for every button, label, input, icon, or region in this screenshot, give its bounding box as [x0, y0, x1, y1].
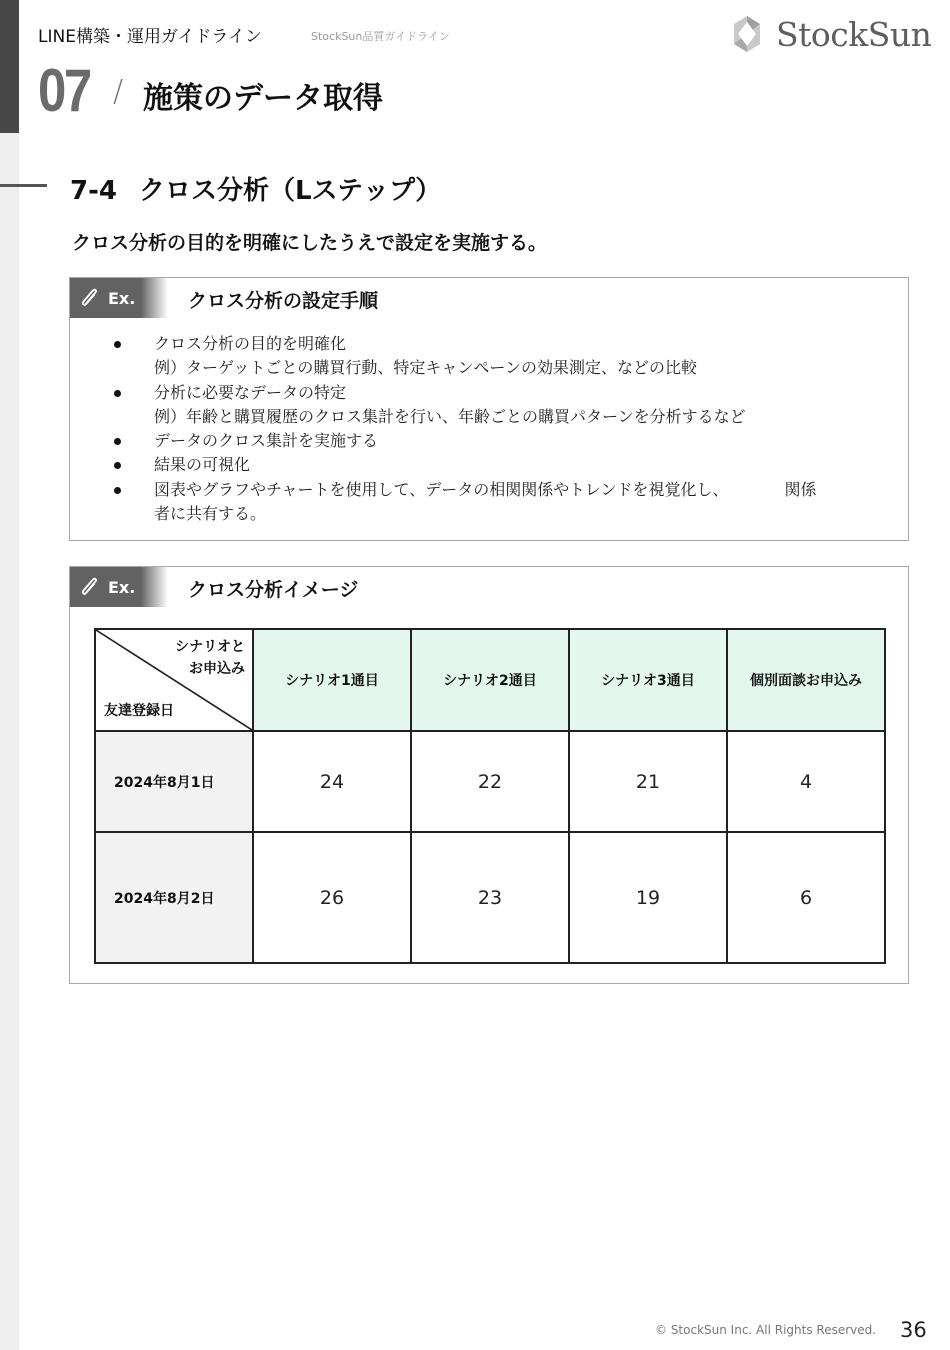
list-item-text: 結果の可視化: [154, 455, 251, 475]
paperclip-icon: [80, 288, 100, 308]
logo-text: StockSun: [776, 14, 932, 54]
guide-subtitle: StockSun品質ガイドライン: [311, 30, 450, 43]
example-tag-label: Ex.: [108, 577, 136, 597]
list-item-text-continued: 者に共有する。: [154, 504, 267, 524]
example-box-setup-steps: [69, 277, 909, 541]
list-item: [110, 381, 817, 430]
list-item-example: 例）年齢と購買履歴のクロス集計を行い、年齢ごとの購買パターンを分析するなど: [154, 406, 746, 426]
table-cell: 19: [569, 832, 727, 963]
list-item-example: 例）ターゲットごとの購買行動、特定キャンペーンの効果測定、などの比較: [154, 358, 698, 378]
section-number: 7-4: [70, 176, 117, 206]
list-item-text-line: [154, 478, 817, 502]
table-cell: 26: [253, 832, 411, 963]
hexagon-diamond-logo-icon: [732, 14, 762, 54]
row-header: 2024年8月1日: [95, 731, 253, 832]
table-corner-cell: [95, 629, 253, 731]
list-item-text: データのクロス集計を実施する: [154, 431, 379, 451]
table-header-row: [95, 629, 885, 731]
table-cell: 21: [569, 731, 727, 832]
corner-row-axis-label: 友達登録日: [104, 703, 174, 719]
list-item: [110, 429, 817, 453]
left-rail-accent: [0, 0, 19, 133]
section-heading: [70, 170, 441, 207]
bullet: [114, 438, 121, 445]
guide-title: LINE構築・運用ガイドライン: [38, 27, 262, 47]
list-item-text: 分析に必要なデータの特定: [154, 382, 347, 402]
bullet: [114, 390, 121, 397]
section-lead: クロス分析の目的を明確にしたうえで設定を実施する。: [72, 232, 548, 254]
column-header: シナリオ1通目: [253, 629, 411, 731]
section-title: クロス分析（Lステップ）: [138, 176, 442, 206]
chapter-slash: /: [113, 74, 124, 109]
list-item: [110, 332, 817, 381]
column-header: シナリオ2通目: [411, 629, 569, 731]
column-header: 個別面談お申込み: [727, 629, 885, 731]
copyright: © StockSun Inc. All Rights Reserved.: [655, 1323, 877, 1337]
column-header: シナリオ3通目: [569, 629, 727, 731]
table-cell: 22: [411, 731, 569, 832]
example-tag-label: Ex.: [108, 288, 136, 308]
bullet: [114, 487, 121, 494]
row-header: 2024年8月2日: [95, 832, 253, 963]
left-rail: [0, 0, 19, 1350]
table-cell: 24: [253, 731, 411, 832]
section-marker-line: [0, 184, 47, 187]
bullet: [114, 341, 121, 348]
example-tag: [70, 278, 168, 318]
example-box-title: クロス分析の設定手順: [188, 290, 379, 312]
stocksun-logo: [732, 12, 937, 56]
cross-analysis-table: [94, 628, 886, 964]
corner-label-line: お申込み: [189, 661, 245, 677]
example-box-cross-analysis-image: [69, 566, 909, 984]
chapter-number: 07: [38, 57, 90, 124]
list-item-text-part: 図表やグラフやチャートを使用して、データの相関関係やトレンドを視覚化し、: [154, 479, 729, 499]
list-item: [110, 453, 817, 477]
page-number: 36: [900, 1318, 927, 1342]
table-cell: 23: [411, 832, 569, 963]
table-cell: 6: [727, 832, 885, 963]
list-item-text-part: 関係: [784, 479, 817, 499]
table-row: [95, 832, 885, 963]
example-box-title: クロス分析イメージ: [188, 579, 359, 601]
example-tag: [70, 567, 168, 607]
list-item: [110, 478, 817, 527]
chapter-title: 施策のデータ取得: [143, 81, 383, 116]
corner-label-line: シナリオと: [175, 639, 245, 655]
table-cell: 4: [727, 731, 885, 832]
list-item-text: クロス分析の目的を明確化: [154, 334, 347, 353]
table-row: [95, 731, 885, 832]
paperclip-icon: [80, 577, 100, 597]
setup-steps-list: [110, 332, 817, 526]
bullet: [114, 462, 121, 469]
corner-column-axis-label: [175, 636, 245, 680]
